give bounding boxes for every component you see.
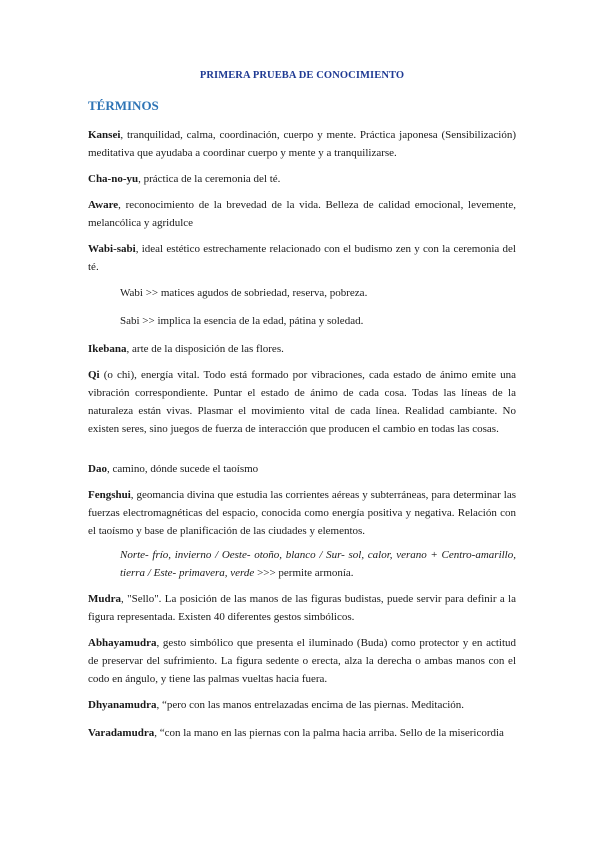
term: Kansei (88, 129, 121, 141)
entry-kansei (88, 126, 516, 162)
definition: , geomancia divina que estudia las corrientes aéreas y subterráneas, para determinar las fuerzas electromagnéticas del espacio, conocida como energía positiva y negativa. Relación con el taoísmo y base de planificación de las ciudades y elementos. (88, 489, 516, 537)
entry-varadamudra (88, 724, 516, 742)
definition: (o chi), energía vital. Todo está formado por vibraciones, cada estado de ánimo emite una vibración correspondiente. Puntar el estado de ánimo de cada cosa. Todas las líneas de la naturaleza están vivas. Plasmar el movimiento vital de cada línea. Realidad cambiante. No existen seres, sino juegos de fuerza de interacción que producen el cambio en todas las cosas. (88, 369, 516, 435)
entry-dao (88, 460, 516, 478)
entry-dhyanamudra (88, 696, 516, 714)
sabi-line: Sabi >> implica la esencia de la edad, pátina y soledad. (120, 315, 364, 327)
definition: , “con la mano en las piernas con la palma hacia arriba. Sello de la misericordia (154, 727, 504, 739)
term: Fengshui (88, 489, 131, 501)
entry-abhayamudra (88, 634, 516, 688)
definition: , tranquilidad, calma, coordinación, cuerpo y mente. Práctica japonesa (Sensibilización) meditativa que ayudaba a coordinar cuerpo y mente y a tranquilizarse. (88, 129, 516, 159)
definition: , camino, dónde sucede el taoísmo (106, 463, 259, 475)
entry-ikebana (88, 340, 516, 358)
term: Cha-no-yu (88, 173, 139, 185)
definition: , práctica de la ceremonia del té. (138, 173, 281, 185)
entry-aware (88, 196, 516, 232)
directions-tail: >>> permite armonía. (254, 567, 354, 579)
term: Ikebana (88, 343, 127, 355)
term: Dhyanamudra (88, 699, 157, 711)
definition: , reconocimiento de la brevedad de la vida. Belleza de calidad emocional, levemente, melancólica y agridulce (88, 199, 516, 229)
term: Abhayamudra (88, 637, 157, 649)
entry-wabi-sabi (88, 240, 516, 276)
definition: , arte de la disposición de las flores. (126, 343, 284, 355)
term: Varadamudra (88, 727, 155, 739)
section-heading: TÉRMINOS (88, 98, 159, 113)
entry-cha-no-yu (88, 170, 516, 188)
definition: , gesto simbólico que presenta el iluminado (Buda) como protector y en actitud de preservar del sufrimiento. La figura sedente o erecta, alza la derecha o ambas manos con el codo en ángulo, y tiene las palmas vueltas hacia fuera. (88, 637, 516, 685)
document-title: PRIMERA PRUEBA DE CONOCIMIENTO (199, 70, 405, 81)
term: Wabi-sabi (88, 243, 136, 255)
term: Aware (88, 199, 119, 211)
term: Mudra (88, 593, 121, 605)
term: Dao (88, 463, 107, 475)
entry-fengshui (88, 486, 516, 540)
wabi-line: Wabi >> matices agudos de sobriedad, reserva, pobreza. (120, 287, 368, 299)
fengshui-directions (120, 546, 516, 582)
definition: , “pero con las manos entrelazadas encima de las piernas. Meditación. (156, 699, 465, 711)
definition: , "Sello". La posición de las manos de las figuras budistas, puede servir para definir a la figura representada. Existen 40 diferentes gestos simbólicos. (88, 593, 516, 623)
definition: , ideal estético estrechamente relacionado con el budismo zen y con la ceremonia del té. (88, 243, 516, 273)
entry-mudra (88, 590, 516, 626)
directions-italic: Norte- frío, invierno / Oeste- otoño, blanco / Sur- sol, calor, verano + Centro-amarillo, tierra / Este- primavera, verde (120, 549, 516, 579)
term: Qi (88, 369, 100, 381)
entry-qi (88, 366, 516, 438)
